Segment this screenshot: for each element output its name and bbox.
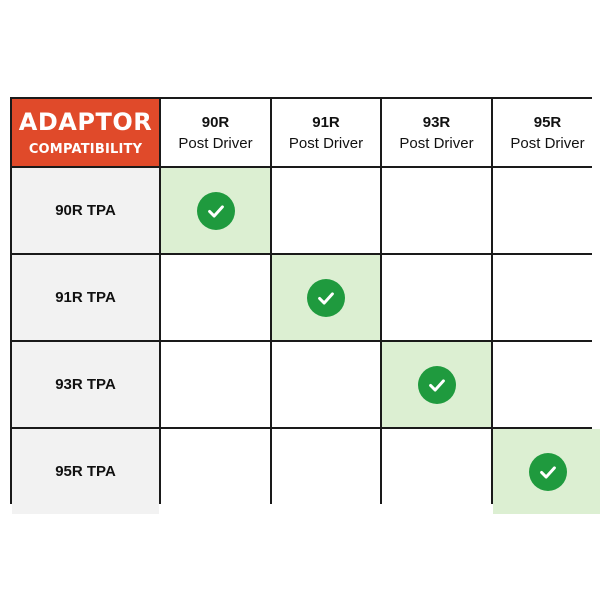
matrix-cell [493, 342, 600, 427]
row-header-95r-tpa: 95R TPA [12, 429, 159, 514]
matrix-cell [272, 342, 380, 427]
matrix-cell [382, 168, 491, 253]
matrix-cell [382, 255, 491, 340]
column-code: 93R [422, 113, 451, 131]
column-header-90r [161, 99, 270, 166]
row-header-91r-tpa: 91R TPA [12, 255, 159, 340]
matrix-cell [272, 168, 380, 253]
column-type: Post Driver [178, 134, 253, 152]
row-header-90r-tpa: 90R TPA [12, 168, 159, 253]
corner-subtitle: COMPATIBILITY [28, 141, 143, 157]
corner-title: ADAPTOR [18, 107, 153, 136]
matrix-cell-compatible [493, 429, 600, 514]
matrix-cell [382, 429, 491, 514]
table-corner-title [12, 99, 159, 166]
matrix-cell [272, 429, 380, 514]
column-header-93r [382, 99, 491, 166]
matrix-cell [493, 168, 600, 253]
matrix-cell-compatible [272, 255, 380, 340]
column-type: Post Driver [510, 134, 585, 152]
check-circle-icon [307, 279, 345, 317]
matrix-cell-compatible [161, 168, 270, 253]
column-type: Post Driver [288, 134, 364, 152]
column-code: 91R [312, 113, 340, 131]
matrix-cell [161, 255, 270, 340]
row-header-93r-tpa: 93R TPA [12, 342, 159, 427]
matrix-cell-compatible [382, 342, 491, 427]
matrix-cell [161, 342, 270, 427]
check-circle-icon [197, 192, 235, 230]
column-header-95r [493, 99, 600, 166]
check-circle-icon [418, 366, 456, 404]
column-code: 95R [533, 113, 562, 131]
column-code: 90R [201, 113, 230, 131]
matrix-cell [161, 429, 270, 514]
check-circle-icon [529, 453, 567, 491]
column-type: Post Driver [399, 134, 474, 152]
column-header-91r [272, 99, 380, 166]
compatibility-table [10, 97, 592, 504]
matrix-cell [493, 255, 600, 340]
